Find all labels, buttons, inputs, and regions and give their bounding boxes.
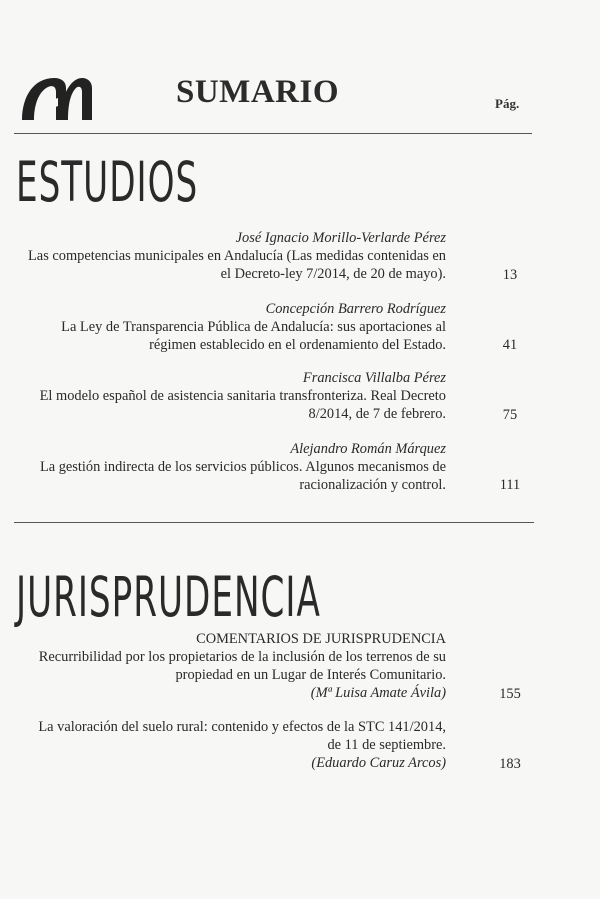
toc-entry: [20, 440, 446, 494]
entry-title-line: racionalización y control.: [299, 477, 446, 493]
entry-title-line: régimen establecido en el ordenamiento del Estado.: [149, 337, 446, 353]
entry-title-line: Recurribilidad por los propietarios de la inclusión de los terrenos de su: [38, 649, 446, 665]
journal-logo: [20, 72, 94, 122]
toc-entry: [20, 369, 446, 423]
entry-title-line: propiedad en un Lugar de Interés Comunitario.: [175, 667, 446, 683]
header-divider: [14, 133, 532, 134]
entry-page-number: 183: [499, 756, 521, 772]
entry-page-number: 41: [502, 337, 518, 353]
entry-author: José Ignacio Morillo-Verlarde Pérez: [235, 230, 446, 246]
entry-title-line: el Decreto-ley 7/2014, de 20 de mayo).: [220, 266, 446, 282]
page-title: SUMARIO: [176, 74, 340, 110]
entry-author: (Eduardo Caruz Arcos): [311, 755, 446, 771]
entry-title-line: El modelo español de asistencia sanitaria transfronteriza. Real Decreto: [39, 388, 446, 404]
entry-title-line: La valoración del suelo rural: contenido y efectos de la STC 141/2014,: [38, 719, 446, 735]
section-title-estudios: ESTUDIOS: [16, 150, 199, 214]
entry-page-number: 155: [499, 686, 521, 702]
entry-author: (Mª Luisa Amate Ávila): [310, 685, 446, 701]
entry-page-number: 75: [502, 407, 518, 423]
entry-author: Alejandro Román Márquez: [290, 441, 446, 457]
page-column-label: Pág.: [495, 96, 520, 111]
subsection-title: COMENTARIOS DE JURISPRUDENCIA: [196, 631, 446, 647]
entry-page-number: 111: [499, 477, 521, 493]
entry-author: Francisca Villalba Pérez: [302, 370, 446, 386]
entry-author: Concepción Barrero Rodríguez: [265, 301, 446, 317]
entry-title-line: La gestión indirecta de los servicios públicos. Algunos mecanismos de: [39, 459, 446, 475]
entry-title-line: de 11 de septiembre.: [327, 737, 446, 753]
section-divider: [14, 522, 534, 523]
entry-title-line: La Ley de Transparencia Pública de Andalucía: sus aportaciones al: [61, 319, 446, 335]
toc-entry: [20, 300, 446, 354]
entry-title-line: 8/2014, de 7 de febrero.: [308, 406, 446, 422]
toc-entry: [20, 648, 446, 702]
toc-entry: [20, 718, 446, 772]
entry-page-number: 13: [502, 267, 518, 283]
toc-subsection: [20, 630, 446, 648]
section-title-jurisprudencia: JURISPRUDENCIA: [16, 565, 321, 629]
entry-title-line: Las competencias municipales en Andalucía (Las medidas contenidas en: [28, 248, 446, 264]
toc-entry: [20, 229, 446, 283]
